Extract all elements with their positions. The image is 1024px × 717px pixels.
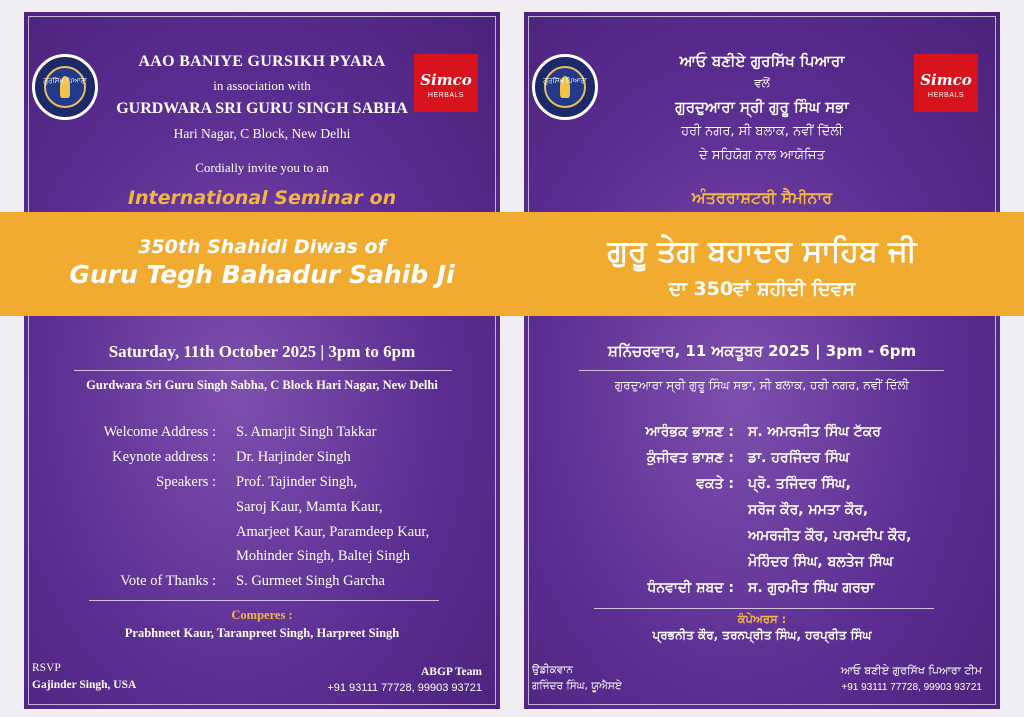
- banner-line-2: Guru Tegh Bahadur Sahib Ji: [69, 260, 455, 289]
- program-value: ਮੋਹਿੰਦਰ ਸਿੰਘ, ਬਲਤੇਜ ਸਿੰਘ: [748, 554, 894, 570]
- program-value: ਡਾ. ਹਰਜਿੰਦਰ ਸਿੰਘ: [748, 450, 850, 466]
- org-title: ਆਓ ਬਣੀਏ ਗੁਰਸਿੱਖ ਪਿਆਰਾ: [679, 52, 845, 70]
- program-label: ਵਕਤੇ :: [696, 476, 734, 492]
- association-text: ਵਲੋਂ: [754, 76, 770, 90]
- banner-line-2: ਦਾ 350ਵਾਂ ਸ਼ਹੀਦੀ ਦਿਵਸ: [668, 278, 856, 300]
- team-name: ABGP Team: [420, 666, 482, 678]
- program-value: Saroj Kaur, Mamta Kaur,: [236, 499, 383, 515]
- divider: [594, 608, 934, 609]
- program-label: ਆਰੰਭਕ ਭਾਸ਼ਣ :: [645, 424, 734, 440]
- brand-sub: HERBALS: [927, 92, 965, 99]
- logo-text: ਗੁਰਸਿੱਖ ਪਿਆਰਾ: [43, 77, 87, 85]
- team-name: ਆਓ ਬਣੀਏ ਗੁਰਸਿੱਖ ਪਿਆਰਾ ਟੀਮ: [841, 664, 982, 677]
- gurdwara-name: GURDWARA SRI GURU SINGH SABHA: [116, 100, 408, 117]
- comperes-names: Prabhneet Kaur, Taranpreet Singh, Harpreet Singh: [124, 626, 400, 640]
- rsvp-name: ਗਜਿੰਦਰ ਸਿੰਘ, ਯੂਐਸਏ: [532, 680, 622, 692]
- program-label: ਕੁੰਜੀਵਤ ਭਾਸ਼ਣ :: [647, 450, 734, 466]
- divider: [74, 370, 452, 371]
- comperes-names: ਪ੍ਰਭਨੀਤ ਕੌਰ, ਤਰਨਪ੍ਰੀਤ ਸਿੰਘ, ਹਰਪ੍ਰੀਤ ਸਿੰਘ: [652, 628, 872, 642]
- program-value: S. Gurmeet Singh Garcha: [236, 573, 385, 589]
- program-value: Mohinder Singh, Baltej Singh: [236, 548, 410, 564]
- divider: [579, 370, 944, 371]
- invitation-english: [24, 12, 500, 709]
- invite-text: ਦੇ ਸਹਿਯੋਗ ਨਾਲ ਆਯੋਜਿਤ: [699, 148, 825, 163]
- program-label: ਧੰਨਵਾਦੀ ਸ਼ਬਦ :: [647, 580, 734, 596]
- program-value: ਸ. ਅਮਰਜੀਤ ਸਿੰਘ ਟੱਕਰ: [748, 424, 881, 440]
- org-title: AAO BANIYE GURSIKH PYARA: [138, 53, 386, 70]
- program-value: S. Amarjit Singh Takkar: [236, 424, 377, 440]
- comperes-title: Comperes :: [231, 608, 293, 622]
- event-date: Saturday, 11th October 2025 | 3pm to 6pm: [108, 342, 416, 361]
- banner-line-1: ਗੁਰੂ ਤੇਗ ਬਹਾਦਰ ਸਾਹਿਬ ਜੀ: [607, 234, 917, 269]
- phone-numbers: +91 93111 77728, 99903 93721: [841, 682, 982, 693]
- comperes-title: ਕੰਪੇਅਰਸ :: [737, 612, 787, 626]
- program-value: Dr. Harjinder Singh: [236, 449, 351, 465]
- panel-border: [528, 16, 996, 705]
- banner-line-1: 350th Shahidi Diwas of: [138, 236, 386, 258]
- program-value: ਸ. ਗੁਰਮੀਤ ਸਿੰਘ ਗਰਚਾ: [748, 580, 875, 596]
- invite-text: Cordially invite you to an: [195, 160, 329, 175]
- program-label: Welcome Address :: [103, 424, 216, 440]
- program-value: Prof. Tajinder Singh,: [236, 474, 358, 490]
- program-value: ਪ੍ਰੋ. ਤਜਿੰਦਰ ਸਿੰਘ,: [748, 476, 851, 492]
- rsvp-title: ਉਡੀਕਵਾਨ: [532, 664, 573, 676]
- association-text: in association with: [213, 78, 311, 93]
- banner-punjabi: [524, 212, 1000, 316]
- program-value: ਅਮਰਜੀਤ ਕੌਰ, ਪਰਮਦੀਪ ਕੌਰ,: [748, 528, 912, 544]
- banner-english: [24, 212, 500, 316]
- seminar-heading: ਅੰਤਰਰਾਸ਼ਟਰੀ ਸੈਮੀਨਾਰ: [691, 188, 833, 207]
- divider: [89, 600, 439, 601]
- gurdwara-address: Hari Nagar, C Block, New Delhi: [173, 126, 351, 141]
- gurdwara-name: ਗੁਰਦੁਆਰਾ ਸ੍ਰੀ ਗੁਰੂ ਸਿੰਘ ਸਭਾ: [675, 98, 849, 116]
- program-label: Vote of Thanks :: [120, 573, 216, 589]
- title-banner: [0, 212, 1024, 316]
- brand-name: Simco: [920, 71, 972, 89]
- program-label: Keynote address :: [112, 449, 216, 465]
- program-value: ਸਰੋਜ ਕੌਰ, ਮਮਤਾ ਕੌਰ,: [748, 502, 869, 518]
- rsvp-name: Gajinder Singh, USA: [32, 679, 137, 691]
- invitation-punjabi: [524, 12, 1000, 709]
- event-venue: Gurdwara Sri Guru Singh Sabha, C Block Hari Nagar, New Delhi: [86, 378, 438, 392]
- event-date: ਸ਼ਨਿੱਚਰਵਾਰ, 11 ਅਕਤੂਬਰ 2025 | 3pm - 6pm: [607, 342, 917, 360]
- program-label: Speakers :: [156, 474, 216, 490]
- logo-text: ਗੁਰਸਿੱਖ ਪਿਆਰਾ: [543, 77, 587, 85]
- phone-numbers: +91 93111 77728, 99903 93721: [327, 682, 482, 694]
- brand-name: Simco: [420, 71, 472, 89]
- brand-sub: HERBALS: [427, 92, 465, 99]
- rsvp-title: RSVP: [32, 662, 61, 674]
- program-value: Amarjeet Kaur, Paramdeep Kaur,: [236, 524, 430, 540]
- event-venue: ਗੁਰਦੁਆਰਾ ਸ੍ਰੀ ਗੁਰੂ ਸਿੰਘ ਸਭਾ, ਸੀ ਬਲਾਕ, ਹਰੀ ਨਗਰ, ਨਵੀਂ ਦਿੱਲੀ: [614, 378, 910, 392]
- seminar-heading: International Seminar on: [127, 187, 397, 209]
- gurdwara-address: ਹਰੀ ਨਗਰ, ਸੀ ਬਲਾਕ, ਨਵੀਂ ਦਿੱਲੀ: [681, 124, 843, 139]
